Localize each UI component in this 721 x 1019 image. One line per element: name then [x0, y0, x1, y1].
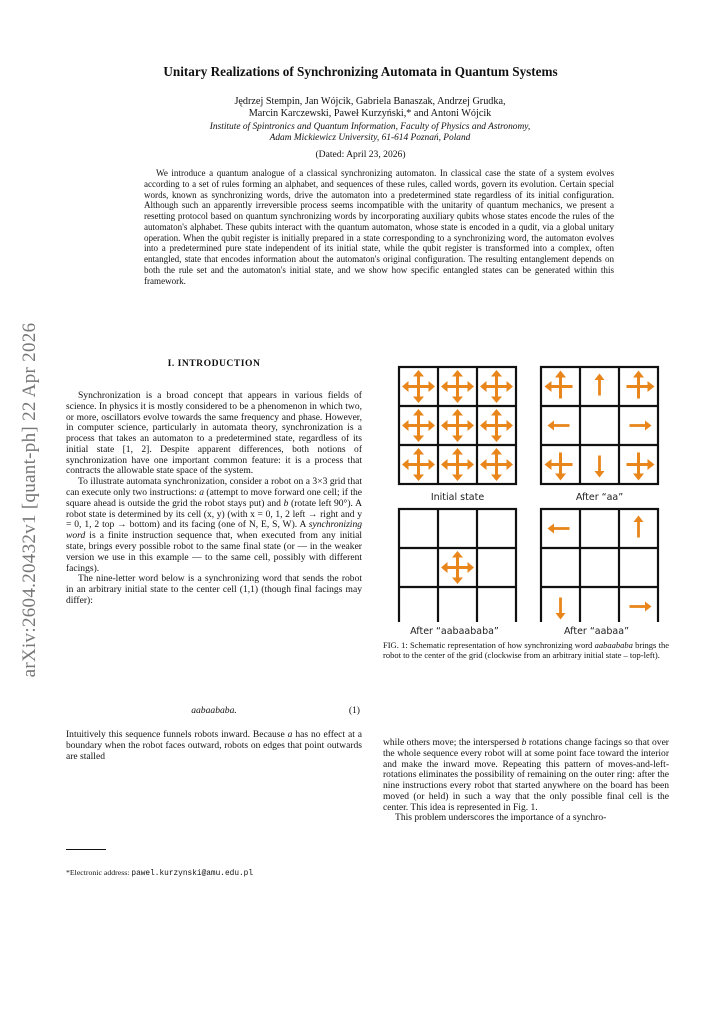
- figure-1: [383, 362, 669, 622]
- equation-text: aabaababa.: [191, 705, 237, 716]
- arxiv-stamp: [10, 310, 50, 690]
- paragraph-stalled-robots: [383, 738, 669, 813]
- paragraph-robot-example: [66, 477, 362, 574]
- symbol-a: a: [199, 487, 204, 499]
- paper-title: Unitary Realizations of Synchronizing Automata in Quantum Systems: [163, 64, 558, 79]
- text-run: is a finite instruction sequence that, when executed from any initial state, brings every possible robot to the same final state (or — in the weaker version we use in this example — to the same cell, possibly with different facings).: [66, 530, 362, 574]
- authors-line-1: Jędrzej Stempin, Jan Wójcik, Gabriela Banaszak, Andrzej Grudka,: [234, 96, 506, 107]
- footnote-rule: [66, 849, 106, 850]
- affiliation: [120, 122, 620, 145]
- left-column-text-continued: [66, 730, 362, 762]
- text-run: To illustrate automata synchronization, consider a robot on a 3×3 grid that can execute only two instructions:: [66, 476, 362, 499]
- paragraph-importance: This problem underscores the importance of a synchro-: [395, 812, 607, 824]
- text-run: (rotate left 90°). A robot state is determined by its cell (x, y) (with x = 0, 1, 2 left → right and y = 0, 1, 2 top → bottom) and its facing (one of N, E, S, W). A: [66, 497, 362, 531]
- footnote-label: *Electronic address:: [66, 868, 132, 877]
- footnote: [66, 868, 362, 878]
- panel-after-aa: [541, 367, 658, 484]
- caption-word: aabaababa: [594, 640, 633, 650]
- section-heading: I. INTRODUCTION: [167, 358, 261, 369]
- text-run: has no effect at a boundary when the robot faces outward, robots on edges that point outwards are stalled: [66, 729, 362, 762]
- caption-text: FIG. 1: Schematic representation of how synchronizing word: [383, 640, 595, 650]
- panel-after-aabaa: [541, 509, 658, 622]
- text-run: Intuitively this sequence funnels robots inward. Because: [66, 729, 288, 740]
- term-synchronizing-word: synchronizing word: [66, 519, 362, 542]
- text-run: while others move; the interspersed: [383, 737, 522, 748]
- paragraph-synchronization: Synchronization is a broad concept that appears in various fields of science. In physics it is mostly considered to be a phenomenon in which two, or more, oscillators evolve towards the same frequency and phase. However, in computer science, particularly in automata theory, synchronization is a process that takes an automaton to a predetermined state, regardless of its initial state [1, 2]. Despite apparent differences, both notions of synchronization have one important common feature: it is a process that contracts the allowable state space of the system.: [66, 390, 362, 477]
- symbol-a: a: [287, 729, 293, 740]
- date-line: (Dated: April 23, 2026): [315, 149, 406, 160]
- authors-line-2: Marcin Karczewski, Paweł Kurzyński,* and Antoni Wójcik: [248, 108, 492, 120]
- label-after-aabaababa: After “aabaababa”: [410, 626, 499, 637]
- label-after-aa: After “aa”: [575, 492, 624, 503]
- paragraph-intuition: [66, 730, 362, 762]
- label-initial-state: Initial state: [430, 492, 485, 503]
- left-column-text: [66, 391, 362, 607]
- panel-after-aabaababa: [399, 509, 516, 622]
- institution-line-1: Institute of Spintronics and Quantum Information, Faculty of Physics and Astronomy,: [209, 122, 531, 132]
- equation-number: (1): [348, 705, 360, 716]
- symbol-b: b: [521, 737, 527, 748]
- arxiv-id: arXiv:2604.20432v1 [quant-ph] 22 Apr 2026: [19, 322, 40, 678]
- institution-line-2: Adam Mickiewicz University, 61-614 Poznań, Poland: [269, 133, 471, 144]
- right-column-text: [383, 738, 669, 824]
- symbol-b: b: [283, 497, 289, 509]
- panel-initial-state: [399, 367, 516, 484]
- email-link[interactable]: pawel.kurzynski@amu.edu.pl: [131, 870, 254, 878]
- text-run: (attempt to move forward one cell; if the square ahead is outside the grid the robot stays put) and: [66, 487, 363, 509]
- text-run: rotations change facings so that over the whole sequence every robot will at some point face toward the interior and make the inward move. Repeating this pattern of moves-and-left-rotations eliminates the possibility of remaining on the outer ring: after the nine instructions every robot that started anywhere on the board has been moved (or held) in such a way that the only possible final cell is the center. This idea is represented in Fig. 1.: [383, 737, 669, 813]
- label-after-aabaa: After “aabaa”: [564, 626, 629, 637]
- caption-text: brings the robot to the center of the grid (clockwise from an arbitrary initial state – top-left).: [383, 640, 670, 661]
- figure-caption: [383, 640, 669, 661]
- author-list: [120, 96, 620, 121]
- paragraph-nine-letter-word: The nine-letter word below is a synchronizing word that sends the robot in an arbitrary initial state to the center cell (1,1) (though final facings may differ):: [66, 573, 362, 606]
- abstract: We introduce a quantum analogue of a classical synchronizing automaton. In classical case the state of a system evolves according to a set of rules forming an alphabet, and sequences of these rules, called words, govern its evolution. Certain special words, known as synchronizing words, drive the automaton into a predetermined state regardless of its initial configuration. Although such an apparently irreversible process seems incompatible with the unitarity of quantum mechanics, we present a resetting protocol based on quantum synchronizing words by incorporating auxiliary qubits whose states encode the rules of the automaton's alphabet. These qubits interact with the quantum automaton, whose state is encoded in a qudit, via a global unitary operation. When the qubit register is initially prepared in a state corresponding to a synchronizing word, the automaton evolves into a predetermined pure state independent of its initial state, while the qubit register is transformed into a complex, often entangled, state that encodes information about the automaton's original configuration. The resulting entanglement depends on both the rule set and the automaton's initial state, and we show how specific entangled states can be generated within this framework.: [144, 168, 614, 286]
